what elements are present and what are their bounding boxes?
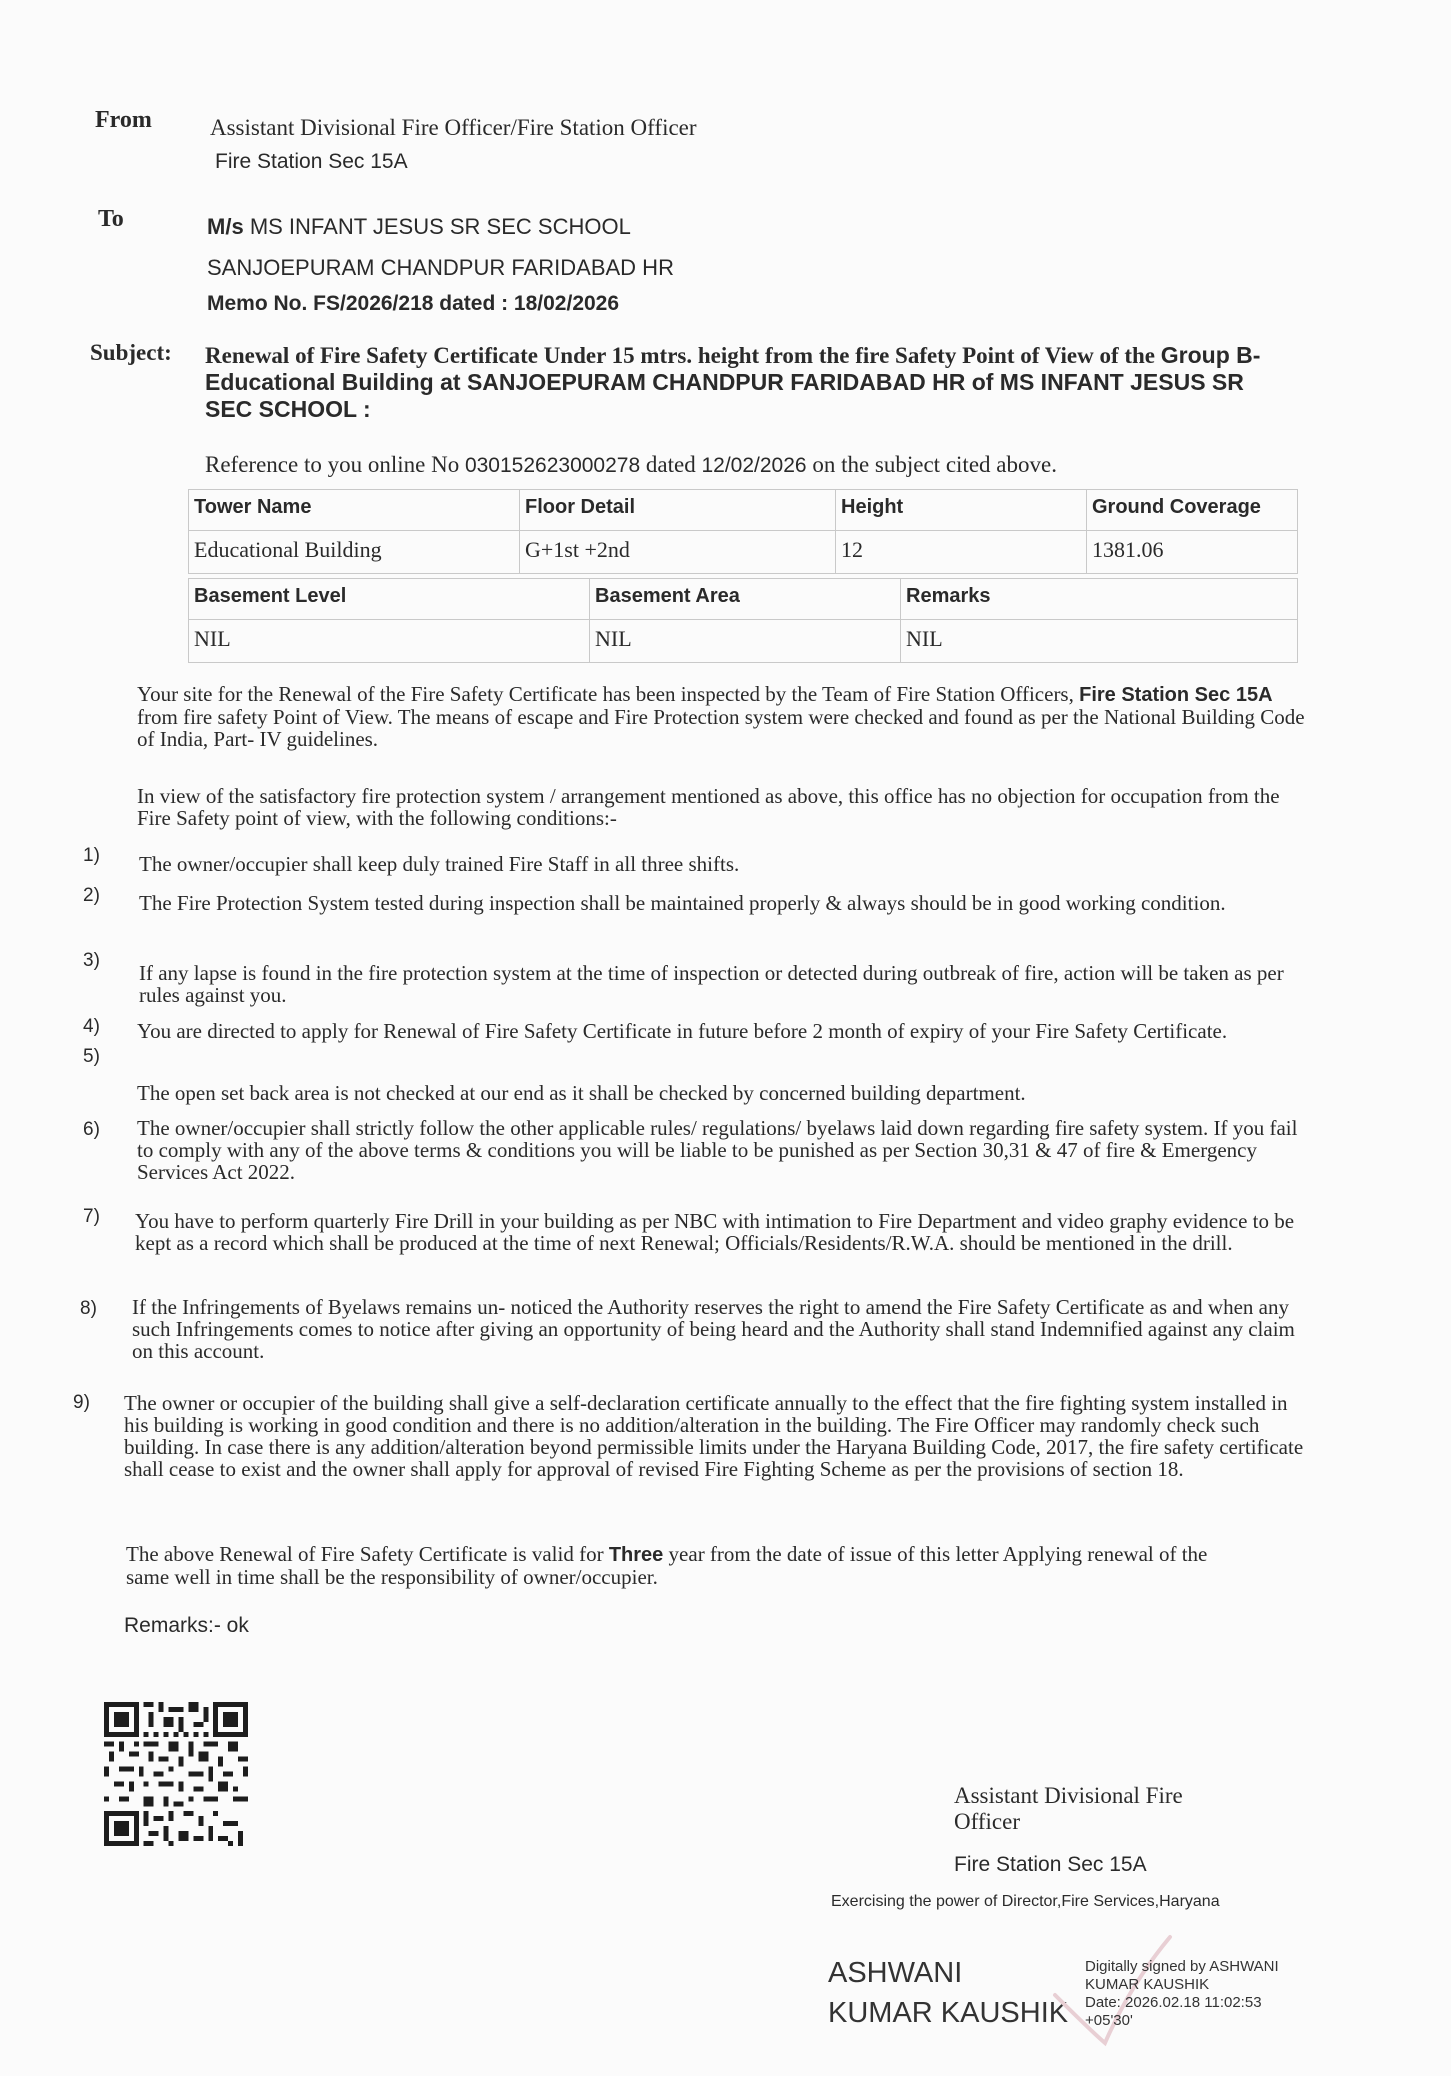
validity-paragraph [126,1543,1216,1588]
validity-post: year from the date of issue of this letter Applying renewal of the same well in time shall be the responsibility of owner/occupier. [126,1542,1208,1589]
building-table [188,489,1298,574]
remarks-line: Remarks:- ok [124,1614,249,1637]
table-cell: NIL [189,620,590,663]
condition-number: 4) [83,1016,100,1037]
to-school-name: MS INFANT JESUS SR SEC SCHOOL [249,214,631,239]
signatory-title-line1: Assistant Divisional Fire [954,1783,1183,1808]
reference-number: 030152623000278 [464,454,641,477]
signatory-power: Exercising the power of Director,Fire Services,Haryana [831,1893,1220,1910]
condition-number: 5) [83,1046,100,1067]
to-recipient [207,214,631,240]
subject-part1: Renewal of Fire Safety Certificate Under 15 mtrs. height from the fire Safety Point of View of the [205,343,1156,368]
subject-text [205,342,1295,423]
noc-paragraph: In view of the satisfactory fire protection system / arrangement mentioned as above, this office has no objection for occupation from the Fire Safety point of view, with the following conditions:- [137,784,1280,830]
digital-signature-tz: +05'30' [1085,2012,1133,2029]
digital-signature-details [1085,1958,1279,2030]
digital-signature-line1: Digitally signed by ASHWANI [1085,1958,1279,1975]
digital-signature-date: Date: 2026.02.18 11:02:53 [1085,1994,1262,2011]
inspection-paragraph [137,683,1317,750]
condition-number: 2) [83,885,100,906]
signatory-title-line2: Officer [954,1809,1020,1834]
table-cell: G+1st +2nd [520,531,836,574]
signatory-station: Fire Station Sec 15A [954,1853,1147,1876]
reference-tail: on the subject cited above. [806,452,1057,477]
condition-number: 3) [83,950,100,971]
inspection-station: Fire Station Sec 15A [1079,684,1273,706]
condition-number: 1) [83,845,100,866]
table-row [189,531,1298,574]
table-header-row [189,579,1298,620]
table-cell: NIL [901,620,1298,663]
table-header-cell: Height [836,490,1087,531]
validity-term: Three [608,1544,664,1566]
condition-number: 9) [73,1392,90,1413]
to-label: To [98,206,124,232]
reference-post: dated [640,452,702,477]
table-cell: 12 [836,531,1087,574]
from-label: From [95,107,152,133]
digital-signature-name [828,1953,1068,2033]
reference-line [205,452,1057,478]
qr-code-icon [104,1702,248,1846]
condition-number: 8) [80,1298,97,1319]
condition-text: If any lapse is found in the fire protection system at the time of inspection or detected during outbreak of fire, action will be taken as per rules against you. [139,961,1284,1007]
table-header-cell: Basement Level [189,579,590,620]
table-header-cell: Floor Detail [520,490,836,531]
basement-table [188,578,1298,663]
condition-text: You have to perform quarterly Fire Drill in your building as per NBC with intimation to Fire Department and video graphy evidence to be kept as a record which shall be produced at the time of next Renewal; Officials/Residents/R.W.A. should be mentioned in the drill. [135,1209,1295,1255]
subject-part2: Group B-Educational Building at SANJOEPURAM CHANDPUR FARIDABAD HR of MS INFANT JESUS SR SEC SCHOOL : [205,342,1261,422]
condition-text: If the Infringements of Byelaws remains un- noticed the Authority reserves the right to amend the Fire Safety Certificate as and when any such Infringements comes to notice after giving an opportunity of being heard and the Authority shall stand Indemnified against any claim on this account. [132,1295,1295,1363]
from-station: Fire Station Sec 15A [215,150,408,173]
condition-text: The Fire Protection System tested during inspection shall be maintained properly & always should be in good working condition. [139,891,1226,915]
digital-signature-line2: KUMAR KAUSHIK [1085,1976,1210,1993]
inspection-text-post: from fire safety Point of View. The means of escape and Fire Protection system were checked and found as per the National Building Code of India, Part- IV guidelines. [137,705,1305,751]
to-address: SANJOEPURAM CHANDPUR FARIDABAD HR [207,255,674,280]
table-header-cell: Ground Coverage [1087,490,1298,531]
table-header-cell: Tower Name [189,490,520,531]
validity-pre: The above Renewal of Fire Safety Certificate is valid for [126,1542,604,1566]
signatory-title [954,1783,1183,1835]
table-row [189,620,1298,663]
condition-text: The owner/occupier shall strictly follow the other applicable rules/ regulations/ byelaws laid down regarding fire safety system. If you fail to comply with any of the above terms & conditions you will be liable to be punished as per Section 30,31 & 47 of fire & Emergency Services Act 2022. [137,1116,1298,1184]
to-prefix: M/s [207,214,244,239]
condition-text: You are directed to apply for Renewal of Fire Safety Certificate in future before 2 month of expiry of your Fire Safety Certificate. [137,1019,1228,1043]
condition-text: The open set back area is not checked at our end as it shall be checked by concerned building department. [137,1081,1026,1105]
table-cell: Educational Building [189,531,520,574]
condition-number: 7) [83,1206,100,1227]
reference-date: 12/02/2026 [701,454,807,477]
table-header-cell: Basement Area [590,579,901,620]
table-header-row [189,490,1298,531]
table-cell: NIL [590,620,901,663]
memo-number: Memo No. FS/2026/218 dated : 18/02/2026 [207,292,620,315]
inspection-text-pre: Your site for the Renewal of the Fire Safety Certificate has been inspected by the Team of Fire Station Officers, [137,682,1074,706]
subject-label: Subject: [90,340,172,365]
condition-text: The owner or occupier of the building shall give a self-declaration certificate annually to the effect that the fire fighting system installed in his building is working in good condition and there is no addition/alteration in the building. The Fire Officer may randomly check such building. In case there is any addition/alteration beyond permissible limits under the Haryana Building Code, 2017, the fire safety certificate shall cease to exist and the owner shall apply for approval of revised Fire Fighting Scheme as per the provisions of section 18. [124,1391,1304,1481]
table-cell: 1381.06 [1087,531,1298,574]
signature-name-line2: KUMAR KAUSHIK [828,1997,1069,2029]
signature-name-line1: ASHWANI [828,1957,963,1989]
reference-pre: Reference to you online No [205,452,465,477]
from-title: Assistant Divisional Fire Officer/Fire Station Officer [210,115,697,140]
table-header-cell: Remarks [901,579,1298,620]
condition-text: The owner/occupier shall keep duly trained Fire Staff in all three shifts. [139,852,740,876]
condition-number: 6) [83,1119,100,1140]
